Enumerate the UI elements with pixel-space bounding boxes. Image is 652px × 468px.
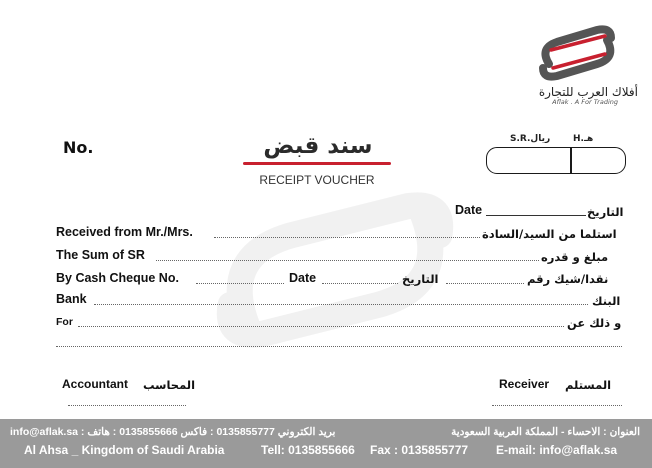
watermark-logo-icon — [190, 120, 483, 420]
footer-contact-arabic: info@aflak.sa : بريد الكتروني 0135855777 : فاكس 0135855666 : هاتف — [10, 426, 336, 438]
amount-halala-label: H.هـ — [573, 134, 594, 144]
logo-brand-english: Aflak . A For Trading — [552, 98, 618, 106]
footer-address-english: Al Ahsa _ Kingdom of Saudi Arabia — [24, 443, 225, 457]
receiver-label-english: Receiver — [499, 377, 550, 391]
amount-field[interactable] — [486, 147, 626, 174]
sum-label-arabic: مبلغ و قدره — [541, 250, 609, 264]
cash-cheque-label-arabic: نقدا/شيك رقم — [527, 272, 609, 286]
date-label-arabic: التاريخ — [587, 205, 624, 219]
received-from-label-arabic: استلما من السيد/السادة — [482, 227, 617, 241]
cash-cheque-label-english: By Cash Cheque No. — [56, 271, 179, 285]
page-title-arabic: سند قبض — [263, 133, 373, 159]
for-field-continuation[interactable] — [56, 346, 622, 347]
footer-phone: Tell: 0135855666 — [261, 443, 355, 457]
receiver-signature-line[interactable] — [492, 405, 622, 406]
amount-divider — [570, 148, 572, 173]
amount-riyal-label: S.R.ريال — [510, 134, 551, 144]
company-logo-icon — [535, 20, 619, 84]
for-field[interactable] — [78, 326, 564, 327]
footer-fax: Fax : 0135855777 — [370, 443, 469, 457]
date-label-english: Date — [455, 203, 483, 217]
for-label-english: For — [56, 316, 73, 328]
amount-header — [505, 134, 615, 148]
sum-field[interactable] — [156, 260, 539, 261]
logo-brand-arabic: أفلاك العرب للتجارة — [538, 85, 638, 99]
bank-label-english: Bank — [56, 292, 87, 306]
accountant-signature-line[interactable] — [68, 405, 186, 406]
sum-label-english: The Sum of SR — [56, 248, 145, 262]
received-from-label-english: Received from Mr./Mrs. — [56, 225, 193, 239]
accountant-label-arabic: المحاسب — [143, 378, 196, 392]
date-field[interactable] — [486, 215, 586, 216]
received-from-field[interactable] — [214, 237, 480, 238]
footer-bar — [0, 419, 652, 468]
receiver-label-arabic: المستلم — [565, 378, 612, 392]
voucher-number-label: No. — [63, 138, 94, 157]
bank-field[interactable] — [94, 304, 588, 305]
cheque-date-field[interactable] — [322, 283, 398, 284]
for-label-arabic: و ذلك عن — [567, 316, 622, 330]
cheque-number-field[interactable] — [196, 283, 284, 284]
footer-email: E-mail: info@aflak.sa — [496, 443, 618, 457]
cheque-number-field-arabic[interactable] — [446, 283, 524, 284]
accountant-label-english: Accountant — [62, 377, 128, 391]
cheque-date-label-english: Date — [289, 271, 317, 285]
bank-label-arabic: البنك — [592, 294, 621, 308]
page-title-english: RECEIPT VOUCHER — [259, 173, 375, 187]
cheque-date-label-arabic: التاريخ — [402, 272, 439, 286]
footer-address-arabic: العنوان : الاحساء - المملكة العربية السعودية — [451, 426, 640, 438]
title-underline — [243, 162, 391, 165]
